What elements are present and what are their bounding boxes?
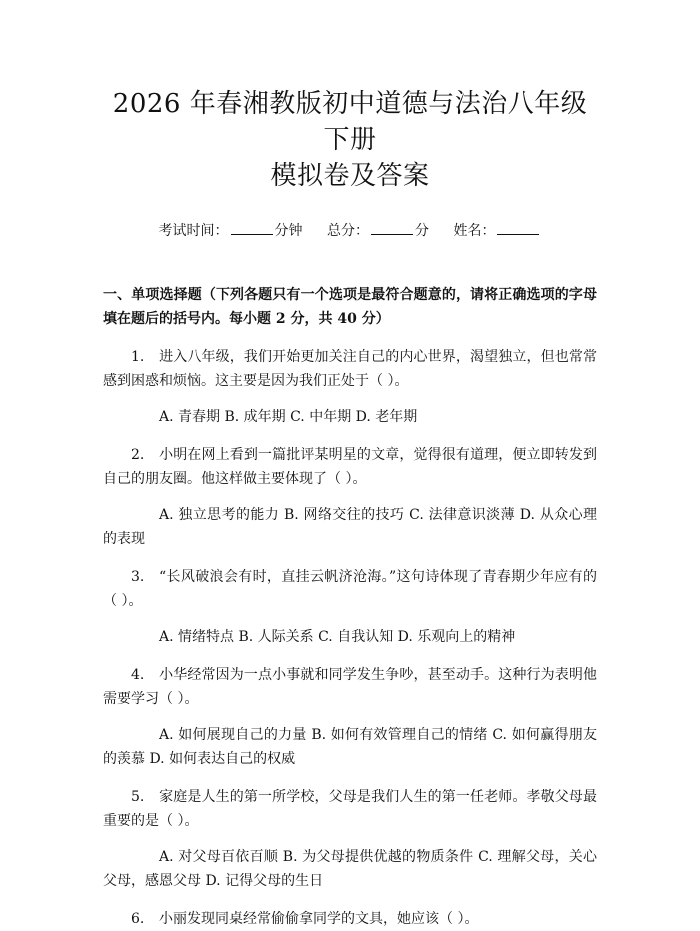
- question-options: A. 青春期 B. 成年期 C. 中年期 D. 老年期: [159, 409, 418, 425]
- question-number: 2.: [131, 447, 145, 463]
- question-1: [103, 345, 597, 429]
- question-options: A. 如何展现自己的力量 B. 如何有效管理自己的情绪 C. 如何赢得朋友的羡慕 D. 如何表达自己的权威: [103, 727, 597, 767]
- question-3: [103, 565, 597, 649]
- question-stem: [103, 443, 597, 491]
- score-unit: 分: [415, 223, 429, 239]
- question-5: [103, 785, 597, 893]
- question-4: [103, 663, 597, 771]
- title-line-1: 2026 年春湘教版初中道德与法治八年级下册: [112, 89, 588, 155]
- title-line-2: 模拟卷及答案: [270, 161, 430, 191]
- score-label: 总分：: [327, 223, 369, 239]
- question-stem: [103, 907, 597, 931]
- time-blank: [231, 220, 273, 235]
- question-number: 5.: [131, 789, 145, 805]
- question-options: A. 独立思考的能力 B. 网络交往的技巧 C. 法律意识淡薄 D. 从众心理的表现: [103, 507, 597, 547]
- section-heading: 一、单项选择题（下列各题只有一个选项是最符合题意的，请将正确选项的字母填在题后的括号内。每小题 2 分，共 40 分）: [103, 287, 597, 327]
- exam-score: [327, 220, 429, 241]
- question-number: 3.: [131, 569, 145, 585]
- question-stem: [103, 663, 597, 711]
- score-blank: [371, 220, 413, 235]
- time-unit: 分钟: [274, 223, 303, 239]
- question-text: “长风破浪会有时，直挂云帆济沧海。”这句诗体现了青春期少年应有的（ ）。: [103, 569, 597, 609]
- name-label: 姓名：: [453, 223, 496, 239]
- question-text: 小丽发现同桌经常偷偷拿同学的文具，她应该（ ）。: [159, 911, 479, 927]
- question-text: 小明在网上看到一篇批评某明星的文章，觉得很有道理，便立即转发到自己的朋友圈。他这样做主要体现了（ ）。: [103, 447, 597, 487]
- question-stem: [103, 565, 597, 613]
- question-number: 4.: [131, 667, 145, 683]
- student-name: [453, 220, 541, 241]
- exam-time: [159, 220, 303, 241]
- question-options: A. 对父母百依百顺 B. 为父母提供优越的物质条件 C. 理解父母，关心父母，感恩父母 D. 记得父母的生日: [103, 849, 597, 889]
- time-label: 考试时间：: [158, 223, 229, 239]
- question-number: 6.: [131, 911, 145, 927]
- question-text: 进入八年级，我们开始更加关注自己的内心世界，渴望独立，但也常常感到困惑和烦恼。这主要是因为我们正处于（ ）。: [103, 349, 597, 389]
- question-text: 家庭是人生的第一所学校，父母是我们人生的第一任老师。孝敬父母最重要的是（ ）。: [103, 789, 597, 829]
- question-6: [103, 907, 597, 931]
- question-options: A. 情绪特点 B. 人际关系 C. 自我认知 D. 乐观向上的精神: [159, 629, 516, 645]
- question-stem: [103, 785, 597, 833]
- question-number: 1.: [131, 349, 145, 365]
- name-blank: [497, 220, 539, 235]
- question-2: [103, 443, 597, 551]
- question-text: 小华经常因为一点小事就和同学发生争吵，甚至动手。这种行为表明他需要学习（ ）。: [103, 667, 597, 707]
- page-title: [103, 86, 597, 194]
- question-stem: [103, 345, 597, 393]
- exam-info: [103, 220, 597, 241]
